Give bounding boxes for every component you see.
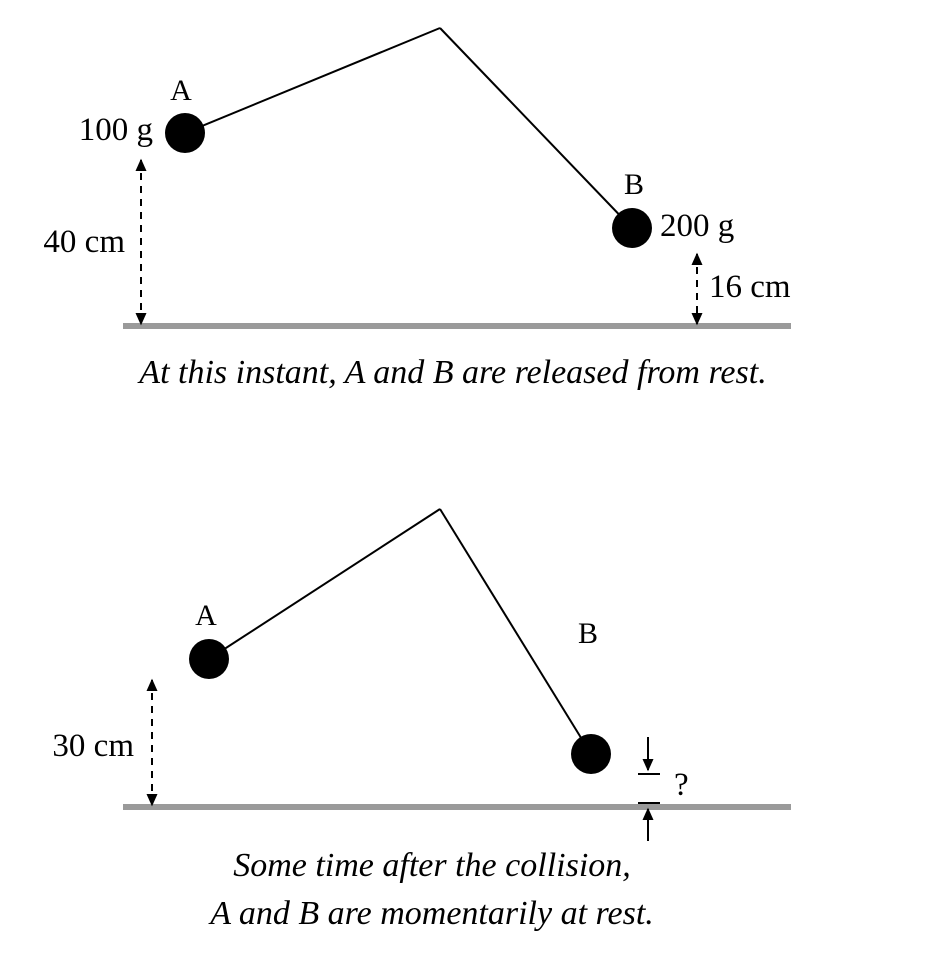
ball-b-mass-label: 200 g: [660, 208, 735, 244]
ball-b-label-top: B: [623, 168, 645, 201]
caption-after-line1: Some time after the collision,: [233, 847, 631, 884]
string-b-bottom: [440, 509, 591, 754]
unknown-height-indicator: [638, 737, 660, 841]
height-label-b-top: 16 cm: [709, 269, 791, 305]
ball-b-top: [612, 208, 652, 248]
panel-after-collision: [52, 509, 791, 932]
ball-a-label-top: A: [170, 74, 192, 107]
string-a-bottom: [209, 509, 440, 659]
caption-before: At this instant, A and B are released from rest.: [139, 354, 767, 391]
string-a-top: [185, 28, 440, 133]
panel-before-collision: [43, 28, 791, 391]
ball-b-bottom: [571, 734, 611, 774]
height-label-a-bottom: 30 cm: [52, 728, 134, 764]
height-label-a-top: 40 cm: [43, 224, 125, 260]
caption-after-line2: A and B are momentarily at rest.: [210, 895, 654, 932]
string-b-top: [440, 28, 632, 228]
ball-a-bottom: [189, 639, 229, 679]
ball-a-mass-label: 100 g: [78, 112, 153, 148]
ball-b-label-bottom: B: [577, 617, 599, 650]
ball-a-label-bottom: A: [195, 599, 217, 632]
height-label-b-bottom: ?: [674, 767, 689, 803]
ball-a-top: [165, 113, 205, 153]
